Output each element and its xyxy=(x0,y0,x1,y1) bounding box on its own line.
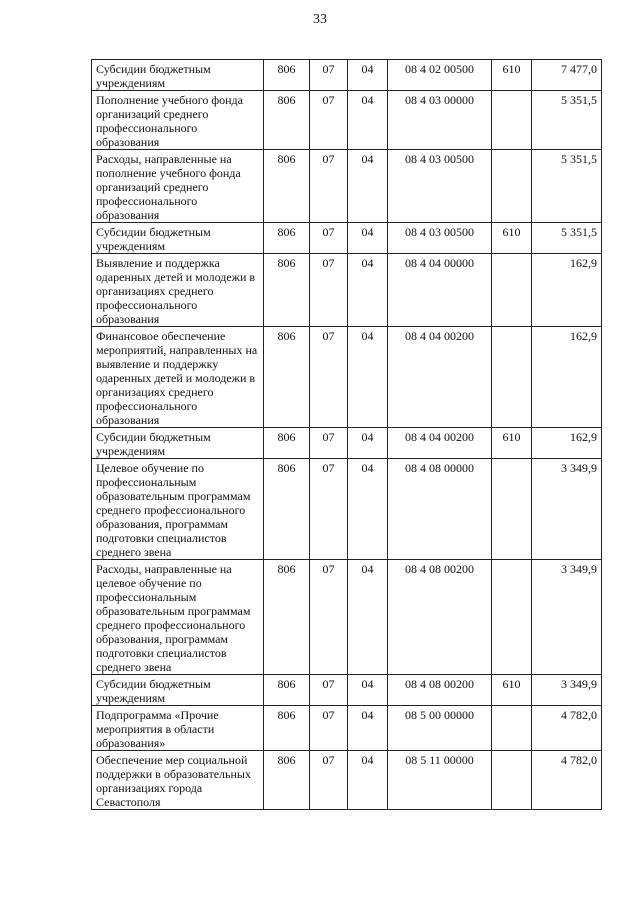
target-article-cell: 08 4 03 00000 xyxy=(388,91,492,150)
amount-cell: 3 349,9 xyxy=(532,560,602,675)
table-row xyxy=(92,428,602,459)
expense-name-cell: Субсидии бюджетным учреждениям xyxy=(92,428,264,459)
expense-type-cell: 610 xyxy=(492,675,532,706)
amount-cell: 7 477,0 xyxy=(532,60,602,91)
amount-cell: 5 351,5 xyxy=(532,223,602,254)
expense-type-cell xyxy=(492,751,532,810)
section-code-cell: 07 xyxy=(310,560,348,675)
table-row xyxy=(92,254,602,327)
target-article-cell: 08 4 08 00200 xyxy=(388,675,492,706)
target-article-cell: 08 4 04 00000 xyxy=(388,254,492,327)
expense-type-cell xyxy=(492,706,532,751)
section-code-cell: 07 xyxy=(310,60,348,91)
subsection-code-cell: 04 xyxy=(348,675,388,706)
expense-type-cell: 610 xyxy=(492,428,532,459)
subsection-code-cell: 04 xyxy=(348,254,388,327)
subsection-code-cell: 04 xyxy=(348,327,388,428)
department-code-cell: 806 xyxy=(264,254,310,327)
expense-type-cell xyxy=(492,150,532,223)
table-row xyxy=(92,706,602,751)
target-article-cell: 08 5 00 00000 xyxy=(388,706,492,751)
table-row xyxy=(92,560,602,675)
target-article-cell: 08 4 03 00500 xyxy=(388,223,492,254)
subsection-code-cell: 04 xyxy=(348,706,388,751)
expense-name-cell: Обеспечение мер социальной поддержки в образовательных организациях города Севастополя xyxy=(92,751,264,810)
target-article-cell: 08 4 08 00200 xyxy=(388,560,492,675)
table-row xyxy=(92,60,602,91)
budget-table xyxy=(91,59,602,810)
table-row xyxy=(92,675,602,706)
department-code-cell: 806 xyxy=(264,223,310,254)
department-code-cell: 806 xyxy=(264,91,310,150)
target-article-cell: 08 4 04 00200 xyxy=(388,428,492,459)
department-code-cell: 806 xyxy=(264,150,310,223)
section-code-cell: 07 xyxy=(310,428,348,459)
amount-cell: 5 351,5 xyxy=(532,91,602,150)
table-row xyxy=(92,150,602,223)
subsection-code-cell: 04 xyxy=(348,560,388,675)
department-code-cell: 806 xyxy=(264,751,310,810)
section-code-cell: 07 xyxy=(310,223,348,254)
budget-table-body xyxy=(92,60,602,810)
amount-cell: 4 782,0 xyxy=(532,751,602,810)
expense-type-cell xyxy=(492,254,532,327)
section-code-cell: 07 xyxy=(310,91,348,150)
table-row xyxy=(92,91,602,150)
expense-name-cell: Подпрограмма «Прочие мероприятия в области образования» xyxy=(92,706,264,751)
table-row xyxy=(92,223,602,254)
section-code-cell: 07 xyxy=(310,150,348,223)
section-code-cell: 07 xyxy=(310,751,348,810)
expense-type-cell xyxy=(492,560,532,675)
expense-name-cell: Субсидии бюджетным учреждениям xyxy=(92,60,264,91)
expense-name-cell: Пополнение учебного фонда организаций среднего профессионального образования xyxy=(92,91,264,150)
subsection-code-cell: 04 xyxy=(348,223,388,254)
amount-cell: 3 349,9 xyxy=(532,459,602,560)
department-code-cell: 806 xyxy=(264,60,310,91)
section-code-cell: 07 xyxy=(310,675,348,706)
expense-type-cell xyxy=(492,327,532,428)
department-code-cell: 806 xyxy=(264,560,310,675)
department-code-cell: 806 xyxy=(264,459,310,560)
amount-cell: 162,9 xyxy=(532,428,602,459)
expense-type-cell xyxy=(492,459,532,560)
target-article-cell: 08 4 02 00500 xyxy=(388,60,492,91)
subsection-code-cell: 04 xyxy=(348,91,388,150)
section-code-cell: 07 xyxy=(310,706,348,751)
department-code-cell: 806 xyxy=(264,428,310,459)
subsection-code-cell: 04 xyxy=(348,428,388,459)
expense-name-cell: Расходы, направленные на целевое обучение по профессиональным образовательным программам среднего профессионального образования, программам подготовки специалистов среднего звена xyxy=(92,560,264,675)
target-article-cell: 08 4 03 00500 xyxy=(388,150,492,223)
expense-type-cell: 610 xyxy=(492,60,532,91)
expense-name-cell: Целевое обучение по профессиональным образовательным программам среднего профессионального образования, программам подготовки специалистов среднего звена xyxy=(92,459,264,560)
subsection-code-cell: 04 xyxy=(348,751,388,810)
amount-cell: 162,9 xyxy=(532,327,602,428)
subsection-code-cell: 04 xyxy=(348,150,388,223)
department-code-cell: 806 xyxy=(264,675,310,706)
section-code-cell: 07 xyxy=(310,327,348,428)
expense-name-cell: Расходы, направленные на пополнение учебного фонда организаций среднего профессионального образования xyxy=(92,150,264,223)
department-code-cell: 806 xyxy=(264,706,310,751)
table-row xyxy=(92,459,602,560)
expense-name-cell: Субсидии бюджетным учреждениям xyxy=(92,223,264,254)
target-article-cell: 08 4 08 00000 xyxy=(388,459,492,560)
department-code-cell: 806 xyxy=(264,327,310,428)
amount-cell: 5 351,5 xyxy=(532,150,602,223)
page-number: 33 xyxy=(313,12,327,27)
expense-name-cell: Финансовое обеспечение мероприятий, направленных на выявление и поддержку одаренных детей и молодежи в организациях среднего профессионального образования xyxy=(92,327,264,428)
expense-name-cell: Выявление и поддержка одаренных детей и молодежи в организациях среднего профессионального образования xyxy=(92,254,264,327)
subsection-code-cell: 04 xyxy=(348,459,388,560)
section-code-cell: 07 xyxy=(310,254,348,327)
amount-cell: 162,9 xyxy=(532,254,602,327)
target-article-cell: 08 5 11 00000 xyxy=(388,751,492,810)
expense-type-cell xyxy=(492,91,532,150)
table-row xyxy=(92,751,602,810)
amount-cell: 4 782,0 xyxy=(532,706,602,751)
section-code-cell: 07 xyxy=(310,459,348,560)
expense-type-cell: 610 xyxy=(492,223,532,254)
target-article-cell: 08 4 04 00200 xyxy=(388,327,492,428)
amount-cell: 3 349,9 xyxy=(532,675,602,706)
subsection-code-cell: 04 xyxy=(348,60,388,91)
table-row xyxy=(92,327,602,428)
expense-name-cell: Субсидии бюджетным учреждениям xyxy=(92,675,264,706)
